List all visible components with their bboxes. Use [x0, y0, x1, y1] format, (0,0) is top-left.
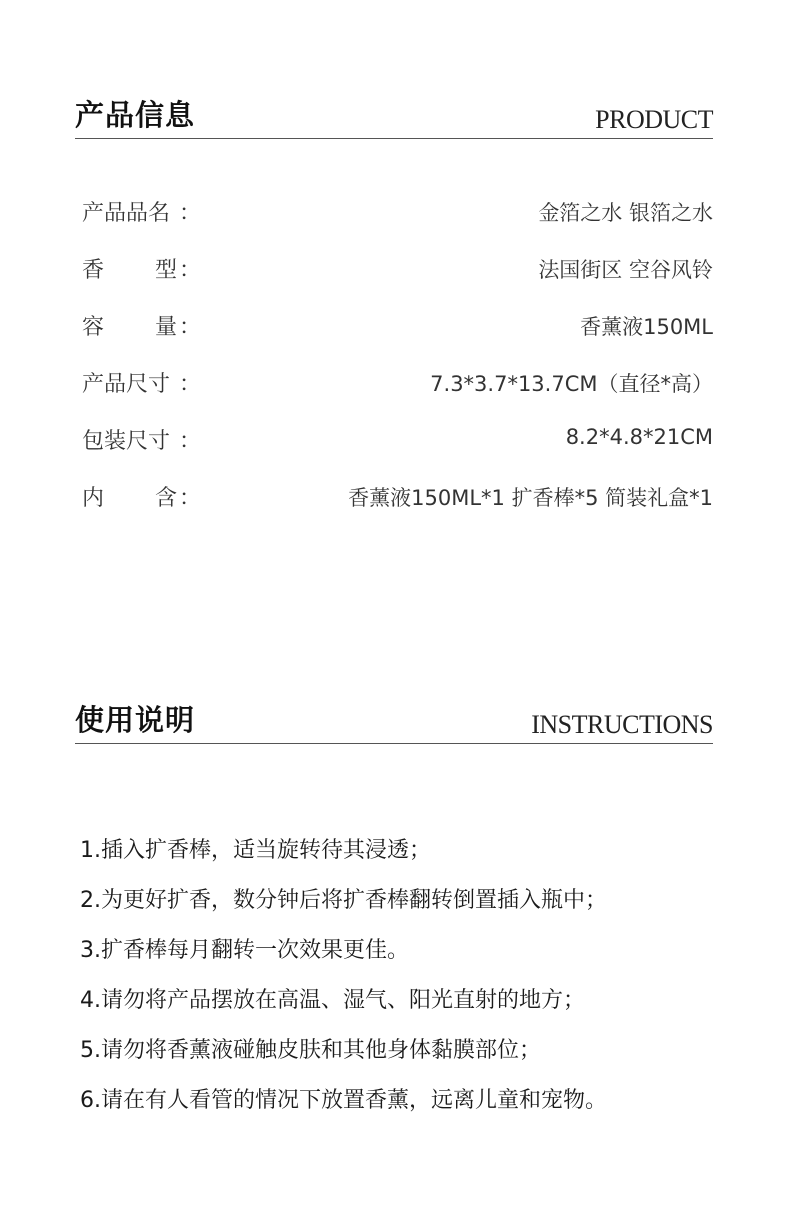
- spec-value: 7.3*3.7*13.7CM（直径*高）: [430, 372, 713, 396]
- spec-label-left: 香: [82, 258, 105, 283]
- spec-label-text: 产品尺寸: [82, 372, 171, 397]
- instruction-item-2: 2.为更好扩香，数分钟后将扩香棒翻转倒置插入瓶中；: [80, 888, 607, 913]
- spec-label-right: 含: [155, 486, 178, 511]
- spec-value: 8.2*4.8*21CM: [565, 425, 713, 449]
- instructions-section-title: 使用说明: [75, 703, 196, 737]
- instruction-item-4: 4.请勿将产品摆放在高温、湿气、阳光直射的地方；: [80, 988, 585, 1013]
- spec-row-scent-type: [82, 247, 713, 287]
- spec-value: 金箔之水 银箔之水: [538, 201, 713, 225]
- spec-value: 香薰液150ML: [580, 315, 713, 339]
- spec-label-text: 产品品名: [82, 201, 171, 226]
- spec-label-colon: ：: [179, 201, 202, 226]
- instruction-item-1: 1.插入扩香棒，适当旋转待其浸透；: [80, 838, 431, 863]
- instructions-section-header: [75, 697, 713, 744]
- spec-label-colon: ：: [179, 315, 202, 340]
- spec-label-text: 包装尺寸: [82, 429, 171, 454]
- spec-row-package-size: [82, 418, 713, 458]
- spec-label-colon: ：: [179, 372, 202, 397]
- product-section-title-en: PRODUCT: [595, 105, 713, 134]
- spec-label-colon: ：: [179, 258, 202, 283]
- spec-label-colon: ：: [179, 429, 202, 454]
- instructions-section-title-en: INSTRUCTIONS: [531, 710, 713, 739]
- spec-value: 香薰液150ML*1 扩香棒*5 简装礼盒*1: [348, 486, 713, 510]
- spec-row-contents: [82, 475, 713, 515]
- spec-label-right: 量: [155, 315, 178, 340]
- instruction-item-6: 6.请在有人看管的情况下放置香薰，远离儿童和宠物。: [80, 1088, 607, 1113]
- spec-label-right: 型: [155, 258, 178, 283]
- spec-label-left: 容: [82, 315, 105, 340]
- spec-row-capacity: [82, 304, 713, 344]
- spec-label-left: 内: [82, 486, 105, 511]
- product-section-title: 产品信息: [75, 98, 196, 132]
- instruction-item-5: 5.请勿将香薰液碰触皮肤和其他身体黏膜部位；: [80, 1038, 541, 1063]
- product-section-header: [75, 90, 713, 139]
- instruction-item-3: 3.扩香棒每月翻转一次效果更佳。: [80, 938, 409, 963]
- spec-row-product-size: [82, 361, 713, 401]
- spec-value: 法国街区 空谷风铃: [538, 258, 713, 282]
- spec-row-product-name: [82, 190, 713, 230]
- spec-label-colon: ：: [179, 486, 202, 511]
